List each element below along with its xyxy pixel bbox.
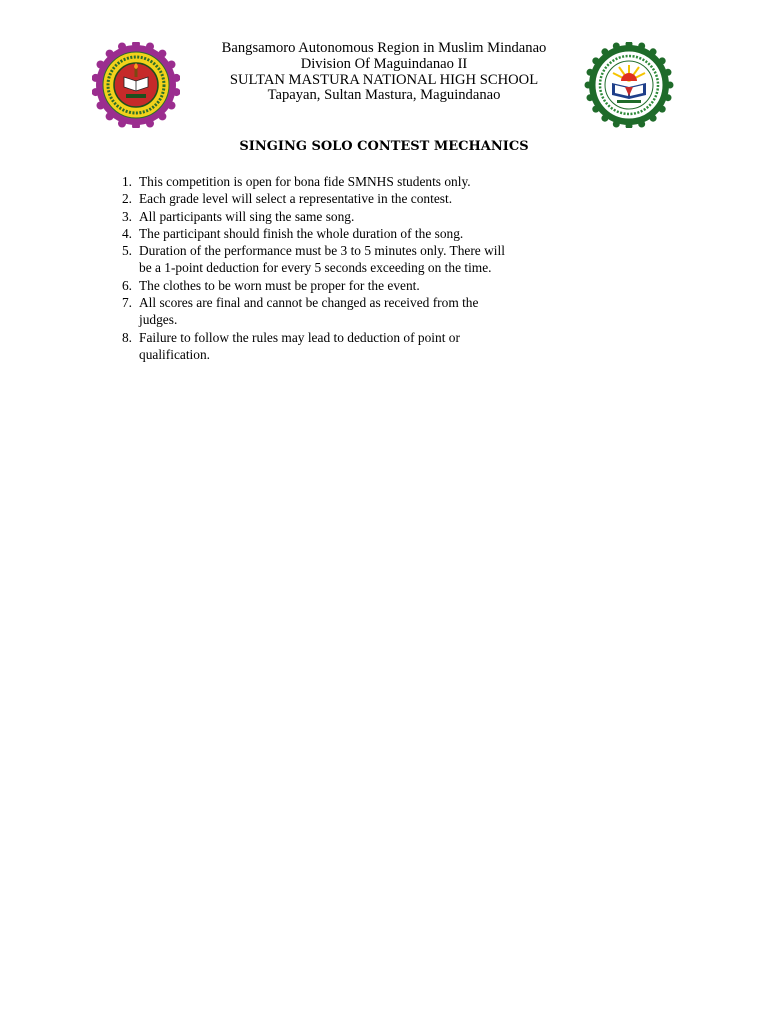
- division-name: Division Of Maguindanao II: [300, 55, 468, 72]
- rule-text: [132, 329, 663, 364]
- school-seal-logo: [582, 42, 676, 128]
- rule-text-line: All scores are final and cannot be changed as received from the: [139, 295, 479, 311]
- rule-item: [113, 329, 663, 364]
- rule-text-line: All participants will sing the same song.: [139, 208, 355, 224]
- rule-text-line: The participant should finish the whole duration of the song.: [139, 225, 464, 241]
- school-name: SULTAN MASTURA NATIONAL HIGH SCHOOL: [229, 71, 539, 88]
- rule-item: [113, 208, 663, 225]
- rule-number: 8.: [121, 329, 132, 345]
- rule-number: 3.: [121, 208, 132, 224]
- rule-text: [132, 242, 663, 277]
- rule-text: [132, 225, 663, 242]
- page-title: SINGING SOLO CONTEST MECHANICS: [239, 139, 529, 154]
- rule-text: [132, 294, 663, 329]
- rule-text: [132, 208, 663, 225]
- rule-text-line: Duration of the performance must be 3 to 5 minutes only. There will: [139, 243, 505, 259]
- rule-text-line: This competition is open for bona fide SMNHS students only.: [139, 174, 471, 189]
- rule-number: 2.: [121, 191, 132, 207]
- rule-text-line: qualification.: [139, 346, 211, 362]
- rule-item: [113, 242, 663, 277]
- rule-text-line: be a 1-point deduction for every 5 seconds exceeding on the time.: [139, 260, 492, 276]
- rule-text-line: The clothes to be worn must be proper for the event.: [139, 277, 420, 293]
- school-address: Tapayan, Sultan Mastura, Maguindanao: [267, 87, 501, 104]
- rule-text: [132, 173, 663, 190]
- rule-text: [132, 190, 663, 207]
- rule-text-line: Each grade level will select a representative in the contest.: [139, 191, 453, 207]
- rule-number: 6.: [121, 277, 132, 293]
- rule-item: [113, 190, 663, 207]
- rule-number: 5.: [121, 243, 132, 259]
- rule-text: [132, 277, 663, 294]
- rule-item: [113, 173, 663, 190]
- region-name: Bangsamoro Autonomous Region in Muslim Mindanao: [221, 40, 547, 56]
- rules-list: [113, 173, 663, 363]
- rule-item: [113, 294, 663, 329]
- school-seal-icon: [582, 42, 676, 128]
- rule-number: 1.: [121, 174, 132, 189]
- rule-number: 4.: [121, 225, 132, 241]
- rule-item: [113, 225, 663, 242]
- rule-item: [113, 277, 663, 294]
- rule-number: 7.: [121, 295, 132, 311]
- rule-text-line: Failure to follow the rules may lead to deduction of point or: [139, 329, 460, 345]
- rule-text-line: judges.: [139, 312, 178, 328]
